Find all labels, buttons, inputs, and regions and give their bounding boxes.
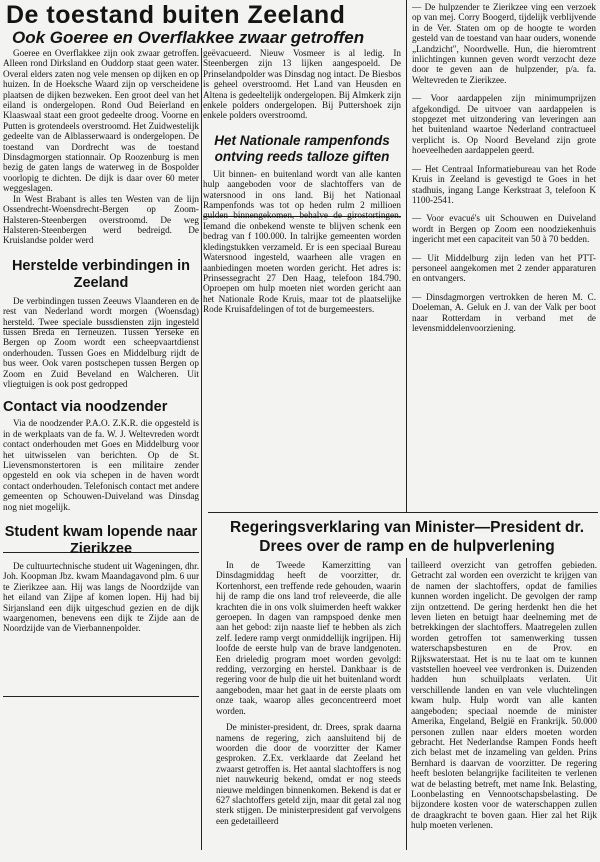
news-item: — Uit Middelburg zijn leden van het PTT-personeel aangekomen met 2 zender apparaturen en ontvangers. (412, 252, 596, 284)
section-heading-student: Student kwam lopende naar Zierikzee (4, 524, 198, 558)
article-paragraph: In de Tweede Kamerzitting van Dinsdagmiddag heeft de voorzitter, dr. Kortenhorst, een treffende rede gehouden, waarin hij de ramp die ons land trof releveerde, die alle krachten die in ons volk sluimerden heeft wakker geroepen. In dagen van rampspoed denke men aan het gebod: zijn naaste lief te hebben als zich zelf. Iedere ramp vergt onmiddellijk ingrijpen. Hij loofde de eerste hulp van de brave landgenoten. Een drieledig program moet worden gevolgd: redding, verzorging en herstel. Dankbaar is de regering voor de hulp die uit het buitenland wordt aangeboden, maar het gaat in de eerste plaats om onze taak, waarop alles geconcentreerd moet worden. (216, 560, 401, 716)
regering-headline: Regeringsverklaring van Minister—President dr. Drees over de ramp en de hulpverlening (229, 519, 585, 555)
regering-column-right (411, 560, 597, 831)
article-paragraph: Uit binnen- en buitenland wordt van alle kanten hulp aangeboden voor de slachtoffers van de watersnood in ons land. Bij het Nationaal Rampenfonds was tot op heden rulm 2 millioen gulden binnengekomen, behalve de girostortingen. Iemand die onbekend wenste te blijven schenk een bedrag van f 100.000. In talrijke gemeenten worden kledingstukken verzameld. Er is een speciaal Bureau Watersnood ingesteld, waarheen alle vragen en aanbiedingen moeten worden gericht. Het adres is: Prinsessegracht 27 Den Haag, telefoon 184.790. Oproepen om hulp moeten niet worden gericht aan het Nationale Rode Kruis, maar tot de plaatselijke Rode Kruisafdelingen of tot de burgemeesters. (203, 168, 401, 315)
section-heading-herstelde: Herstelde verbindingen in Zeeland (11, 257, 191, 291)
news-item: — Voor aardappelen zijn minimumprijzen afgekondigd. De uitvoer van aardappelen is stopgezet met uitzondering van leveringen aan het buitenland waartoe Nederland contractueel verplicht is. Op Noord Beveland zijn grote hoeveelheden aardappelen geerd. (412, 93, 596, 156)
article-paragraph: geëvacueerd. Nieuw Vosmeer is al ledig. In Steenbergen zijn 13 lijken aangespoeld. De Prinselandpolder was Dinsdag nog intact. De Biesbos is geheel overstroomd. Het Land van Heusden en Altena is gedeeltelijk ondergelopen. Bij Almkerk zijn enkele polders ondergelopen. Bij Puttershoek zijn enkele polders overstroomd. (203, 48, 401, 121)
article-paragraph: tailleerd overzicht van getroffen gebieden. Getracht zal worden een overzicht te krijgen van de namen der slachtoffers, opdat de families kunnen worden ingelicht. De gevolgen der ramp zijn ontzettend. De gering herdenkt hen die het leven lieten en betuigt haar deelneming met de betrekkingen der slachtoffers. Maatregelen zullen worden getroffen tot samenwerking tussen waterschapsbesturen en de Prov. en Rijkswaterstaat. Het is nu te laat om te kunnen vaststellen hoeveel vee verdronken is. Duizenden hadden hun schuilplaats verlaten. Uit verschillende landen en van vele vluchtelingen kwam hulp. Hulp wordt van alle kanten aangeboden; speciaal noemde de minister Amerika, Engeland, België en Frankrijk. 50.000 personen zullen naar elders moeten worden gebracht. Het Nederlandse Rampen Fonds heeft zich belast met de inzameling van gelden. Prins Bernhard is daarvan de voorzitter. De regering heeft besloten belangrijke faciliteiten te verlenen wat de belasting betreft, met name Ink. Belasting, Loonbelasting en Vennootschapsbelasting. De bijzondere kosten voor de waterschappen zullen de draagkracht te boven gaan. Hier zal het Rijk hulp moeten verlenen. (411, 560, 597, 831)
article-paragraph: De cultuurtechnische student uit Wageningen, dhr. Joh. Koopman Jbz. kwam Maandagavond plm. 6 uur te Zierikzee aan. Hij was langs de Noordzijde van het eiland van Zijpe af komen lopen. Hij had bij Sirjansland een dijk uitgeschud gezien en de dijk waargenomen, benevens een dijk te Zijde aan de Noordzijde van de Vierbannenpolder. (3, 561, 199, 634)
section-rule (3, 696, 199, 697)
section-rule (208, 512, 598, 513)
article-paragraph: De minister-president, dr. Drees, sprak daarna namens de regering, zich aansluitend bij de woorden die door de voorzitter der Kamer gesproken. Z.Ex. verklaarde dat Zeeland het zwaarst getroffen is. Het aantal slachtoffers is nog niet nauwkeurig bekend, omdat er nog steeds nieuwe meldingen binnenkomen. Bekend is dat er 627 slachtoffers geteld zijn, maar dit getal zal nog sterk stijgen. De ministerpresident gaf vervolgens een gedetailleerd (216, 722, 401, 826)
column-middle (203, 48, 401, 315)
column-left (3, 48, 199, 634)
news-item: — Dinsdagmorgen vertrokken de heren M. C. Doeleman, A. Geluk en J. van der Valk per boot naar Rotterdam in verband met de levensmiddelenvoorziening. (412, 291, 596, 333)
section-heading-contact: Contact via noodzender (3, 399, 168, 416)
column-right (412, 0, 596, 333)
article-paragraph: De verbindingen tussen Zeeuws Vlaanderen en de rest van Nederland wordt morgen (Woensdag) hersteld. Twee speciale bussdiensten zijn ingesteld tussen Breda en Terneuzen. Tussen Yerseke en Bergen op Zoom wordt een scheepvaartdienst onderhouden. Tussen Goes en Middelburg rijdt de bus weer. Ook varen postschepen tussen Bergen op Zoom en Zuid Beveland en Walcheren. Uit vliegtuigen is ook post gedropped (3, 295, 199, 389)
news-item: — De hulpzender te Zierikzee ving een verzoek op van mej. Corry Boogerd, tijdelijk verblijvende in de Ver. Staten om op de hoogte te worden gesteld van de toestand van haar ouders, wonende „Landzicht", Noordwelle. Hun, die hieromtrent inlichtingen kunnen geven wordt verzocht deze door te geven aan de hulpzender, p/a. fa. Weltevreden te Zierikzee. (412, 2, 596, 85)
news-item: — Het Centraal Informatiebureau van het Rode Kruis in Zeeland is gevestigd te Goes in het stadhuis, ingang Lange Kerkstraat 3, telefoon K 1100-2541. (412, 163, 596, 205)
column-rule (406, 558, 407, 850)
main-subheadline: Ook Goeree en Overflakkee zwaar getroffen (12, 28, 365, 47)
regering-column-left (216, 560, 401, 826)
article-paragraph: In West Brabant is alles ten Westen van de lijn Ossendrecht-Woensdrecht-Bergen op Zoom-Halsteren-Steenbergen overstroomd. De weg Halsteren-Steenbergen werd bedreigd. De Kruislandse polder werd (3, 193, 199, 246)
column-rule (201, 48, 202, 850)
article-paragraph: Via de noodzender P.A.O. Z.K.R. die opgesteld is in de werkplaats van de fa. W. J. Weltevreden wordt contact onderhouden met Goes en Middelburg voor het uitwisselen van berichten. Op de St. Lievensmonstertoren is een militaire zender opgesteld en ook via schepen in de haven wordt contact onderhouden. Telefonisch contact met andere gemeenten op Schouwen-Duiveland was Dinsdag nog niet mogelijk. (3, 418, 199, 512)
news-item: — Voor evacué's uit Schouwen en Duiveland wordt in Bergen op Zoom een noodziekenhuis ingericht met een capaciteit van 50 à 70 bedden. (412, 213, 596, 245)
article-paragraph: Goeree en Overflakkee zijn ook zwaar getroffen. Alleen rond Dirksland en Ouddorp staat geen water. Overal elders zaten nog vele mensen op dijken en op huizen. In de Hoeksche Waard zijn op verscheidene plaatsen de dijken bezweken. Een groot deel van het eiland is ondergelopen. Rond Oud Beierland en Klaaswaal staat een groot gedeelte droog. Voorne en Putten is grotendeels overstroomd. Het Zuidwestelijk gedeelte van de Alblasserwaard is ondergelopen. De toestand van Dordrecht was de toestand Dinsdagmorgen stationnair. Op Roozenburg is men bezig de gaten langs de waterweg in de Bospolder voorlopig te dichten. De dijk is daar over 60 meter weggeslagen. (3, 48, 199, 194)
main-headline: De toestand buiten Zeeland (6, 1, 346, 29)
column-rule (406, 0, 407, 512)
section-heading-rampenfonds: Het Nationale rampenfonds ontving reeds talloze giften (214, 132, 390, 164)
